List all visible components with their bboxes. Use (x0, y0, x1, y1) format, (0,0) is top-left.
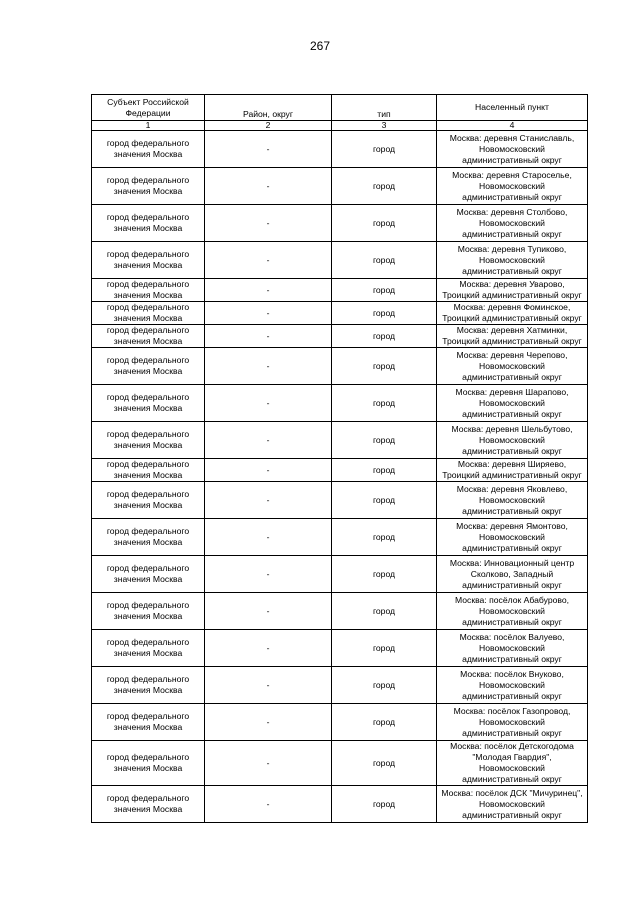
cell-district: - (205, 205, 332, 242)
table-row (92, 630, 588, 667)
table-row (92, 242, 588, 279)
header-type: тип (332, 95, 437, 121)
table-row (92, 667, 588, 704)
cell-subject: город федерального значения Москва (92, 131, 205, 168)
cell-type: город (332, 556, 437, 593)
header-place: Населенный пункт (437, 95, 588, 121)
table-row (92, 325, 588, 348)
column-number-1: 1 (92, 121, 205, 131)
cell-subject: город федерального значения Москва (92, 556, 205, 593)
table-row (92, 741, 588, 786)
cell-type: город (332, 422, 437, 459)
cell-subject: город федерального значения Москва (92, 385, 205, 422)
cell-place: Москва: посёлок ДСК "Мичуринец", Новомосковский административный округ (437, 786, 588, 823)
cell-district: - (205, 630, 332, 667)
cell-subject: город федерального значения Москва (92, 205, 205, 242)
cell-place: Москва: деревня Тупиково, Новомосковский административный округ (437, 242, 588, 279)
cell-subject: город федерального значения Москва (92, 348, 205, 385)
table-row (92, 279, 588, 302)
column-number-row (92, 121, 588, 131)
cell-subject: город федерального значения Москва (92, 168, 205, 205)
cell-district: - (205, 786, 332, 823)
table-row (92, 482, 588, 519)
cell-district: - (205, 242, 332, 279)
table-header-row (92, 95, 588, 121)
cell-subject: город федерального значения Москва (92, 704, 205, 741)
cell-type: город (332, 667, 437, 704)
cell-place: Москва: деревня Шарапово, Новомосковский административный округ (437, 385, 588, 422)
cell-type: город (332, 786, 437, 823)
column-number-3: 3 (332, 121, 437, 131)
cell-place: Москва: деревня Шельбутово, Новомосковский административный округ (437, 422, 588, 459)
cell-place: Москва: деревня Станиславль, Новомосковский административный округ (437, 131, 588, 168)
table-row (92, 556, 588, 593)
cell-district: - (205, 459, 332, 482)
cell-type: город (332, 593, 437, 630)
cell-district: - (205, 519, 332, 556)
table-row (92, 786, 588, 823)
table-row (92, 422, 588, 459)
cell-subject: город федерального значения Москва (92, 593, 205, 630)
cell-place: Москва: деревня Ямонтово, Новомосковский административный округ (437, 519, 588, 556)
cell-district: - (205, 131, 332, 168)
cell-type: город (332, 704, 437, 741)
cell-type: город (332, 131, 437, 168)
cell-district: - (205, 348, 332, 385)
cell-district: - (205, 325, 332, 348)
cell-district: - (205, 422, 332, 459)
cell-type: город (332, 168, 437, 205)
cell-type: город (332, 205, 437, 242)
cell-subject: город федерального значения Москва (92, 630, 205, 667)
page-number: 267 (309, 39, 331, 53)
cell-type: город (332, 385, 437, 422)
cell-place: Москва: деревня Столбово, Новомосковский административный округ (437, 205, 588, 242)
cell-type: город (332, 482, 437, 519)
cell-place: Москва: посёлок Внуково, Новомосковский административный округ (437, 667, 588, 704)
cell-place: Москва: посёлок Газопровод, Новомосковский административный округ (437, 704, 588, 741)
cell-district: - (205, 704, 332, 741)
cell-place: Москва: деревня Яковлево, Новомосковский административный округ (437, 482, 588, 519)
cell-district: - (205, 667, 332, 704)
cell-subject: город федерального значения Москва (92, 459, 205, 482)
cell-subject: город федерального значения Москва (92, 242, 205, 279)
table-row (92, 385, 588, 422)
cell-district: - (205, 556, 332, 593)
column-number-2: 2 (205, 121, 332, 131)
cell-place: Москва: деревня Черепово, Новомосковский административный округ (437, 348, 588, 385)
table-row (92, 131, 588, 168)
header-subject: Субъект Российской Федерации (92, 95, 205, 121)
cell-type: город (332, 279, 437, 302)
cell-place: Москва: деревня Уварово, Троицкий административный округ (437, 279, 588, 302)
cell-district: - (205, 385, 332, 422)
cell-place: Москва: Инновационный центр Сколково, Западный административный округ (437, 556, 588, 593)
table-row (92, 168, 588, 205)
settlements-table (91, 94, 588, 823)
cell-type: город (332, 348, 437, 385)
cell-subject: город федерального значения Москва (92, 279, 205, 302)
cell-place: Москва: деревня Фоминское, Троицкий административный округ (437, 302, 588, 325)
cell-district: - (205, 168, 332, 205)
cell-place: Москва: посёлок Детскогодома "Молодая Гвардия", Новомосковский административный округ (437, 741, 588, 786)
table-row (92, 348, 588, 385)
cell-place: Москва: посёлок Абабурово, Новомосковский административный округ (437, 593, 588, 630)
cell-subject: город федерального значения Москва (92, 325, 205, 348)
cell-subject: город федерального значения Москва (92, 786, 205, 823)
cell-type: город (332, 459, 437, 482)
cell-type: город (332, 242, 437, 279)
table-row (92, 593, 588, 630)
cell-district: - (205, 302, 332, 325)
table-row (92, 704, 588, 741)
cell-type: город (332, 630, 437, 667)
cell-type: город (332, 741, 437, 786)
cell-district: - (205, 593, 332, 630)
cell-type: город (332, 325, 437, 348)
cell-subject: город федерального значения Москва (92, 302, 205, 325)
cell-district: - (205, 741, 332, 786)
cell-place: Москва: деревня Староселье, Новомосковский административный округ (437, 168, 588, 205)
cell-subject: город федерального значения Москва (92, 422, 205, 459)
column-number-4: 4 (437, 121, 588, 131)
cell-subject: город федерального значения Москва (92, 482, 205, 519)
table-body (92, 95, 588, 823)
table-row (92, 459, 588, 482)
cell-place: Москва: посёлок Валуево, Новомосковский административный округ (437, 630, 588, 667)
cell-district: - (205, 482, 332, 519)
table-row (92, 519, 588, 556)
cell-type: город (332, 302, 437, 325)
cell-place: Москва: деревня Хатминки, Троицкий административный округ (437, 325, 588, 348)
cell-district: - (205, 279, 332, 302)
cell-subject: город федерального значения Москва (92, 519, 205, 556)
header-district: Район, округ (205, 95, 332, 121)
table-row (92, 302, 588, 325)
cell-place: Москва: деревня Ширяево, Троицкий административный округ (437, 459, 588, 482)
cell-subject: город федерального значения Москва (92, 741, 205, 786)
cell-type: город (332, 519, 437, 556)
table-row (92, 205, 588, 242)
cell-subject: город федерального значения Москва (92, 667, 205, 704)
